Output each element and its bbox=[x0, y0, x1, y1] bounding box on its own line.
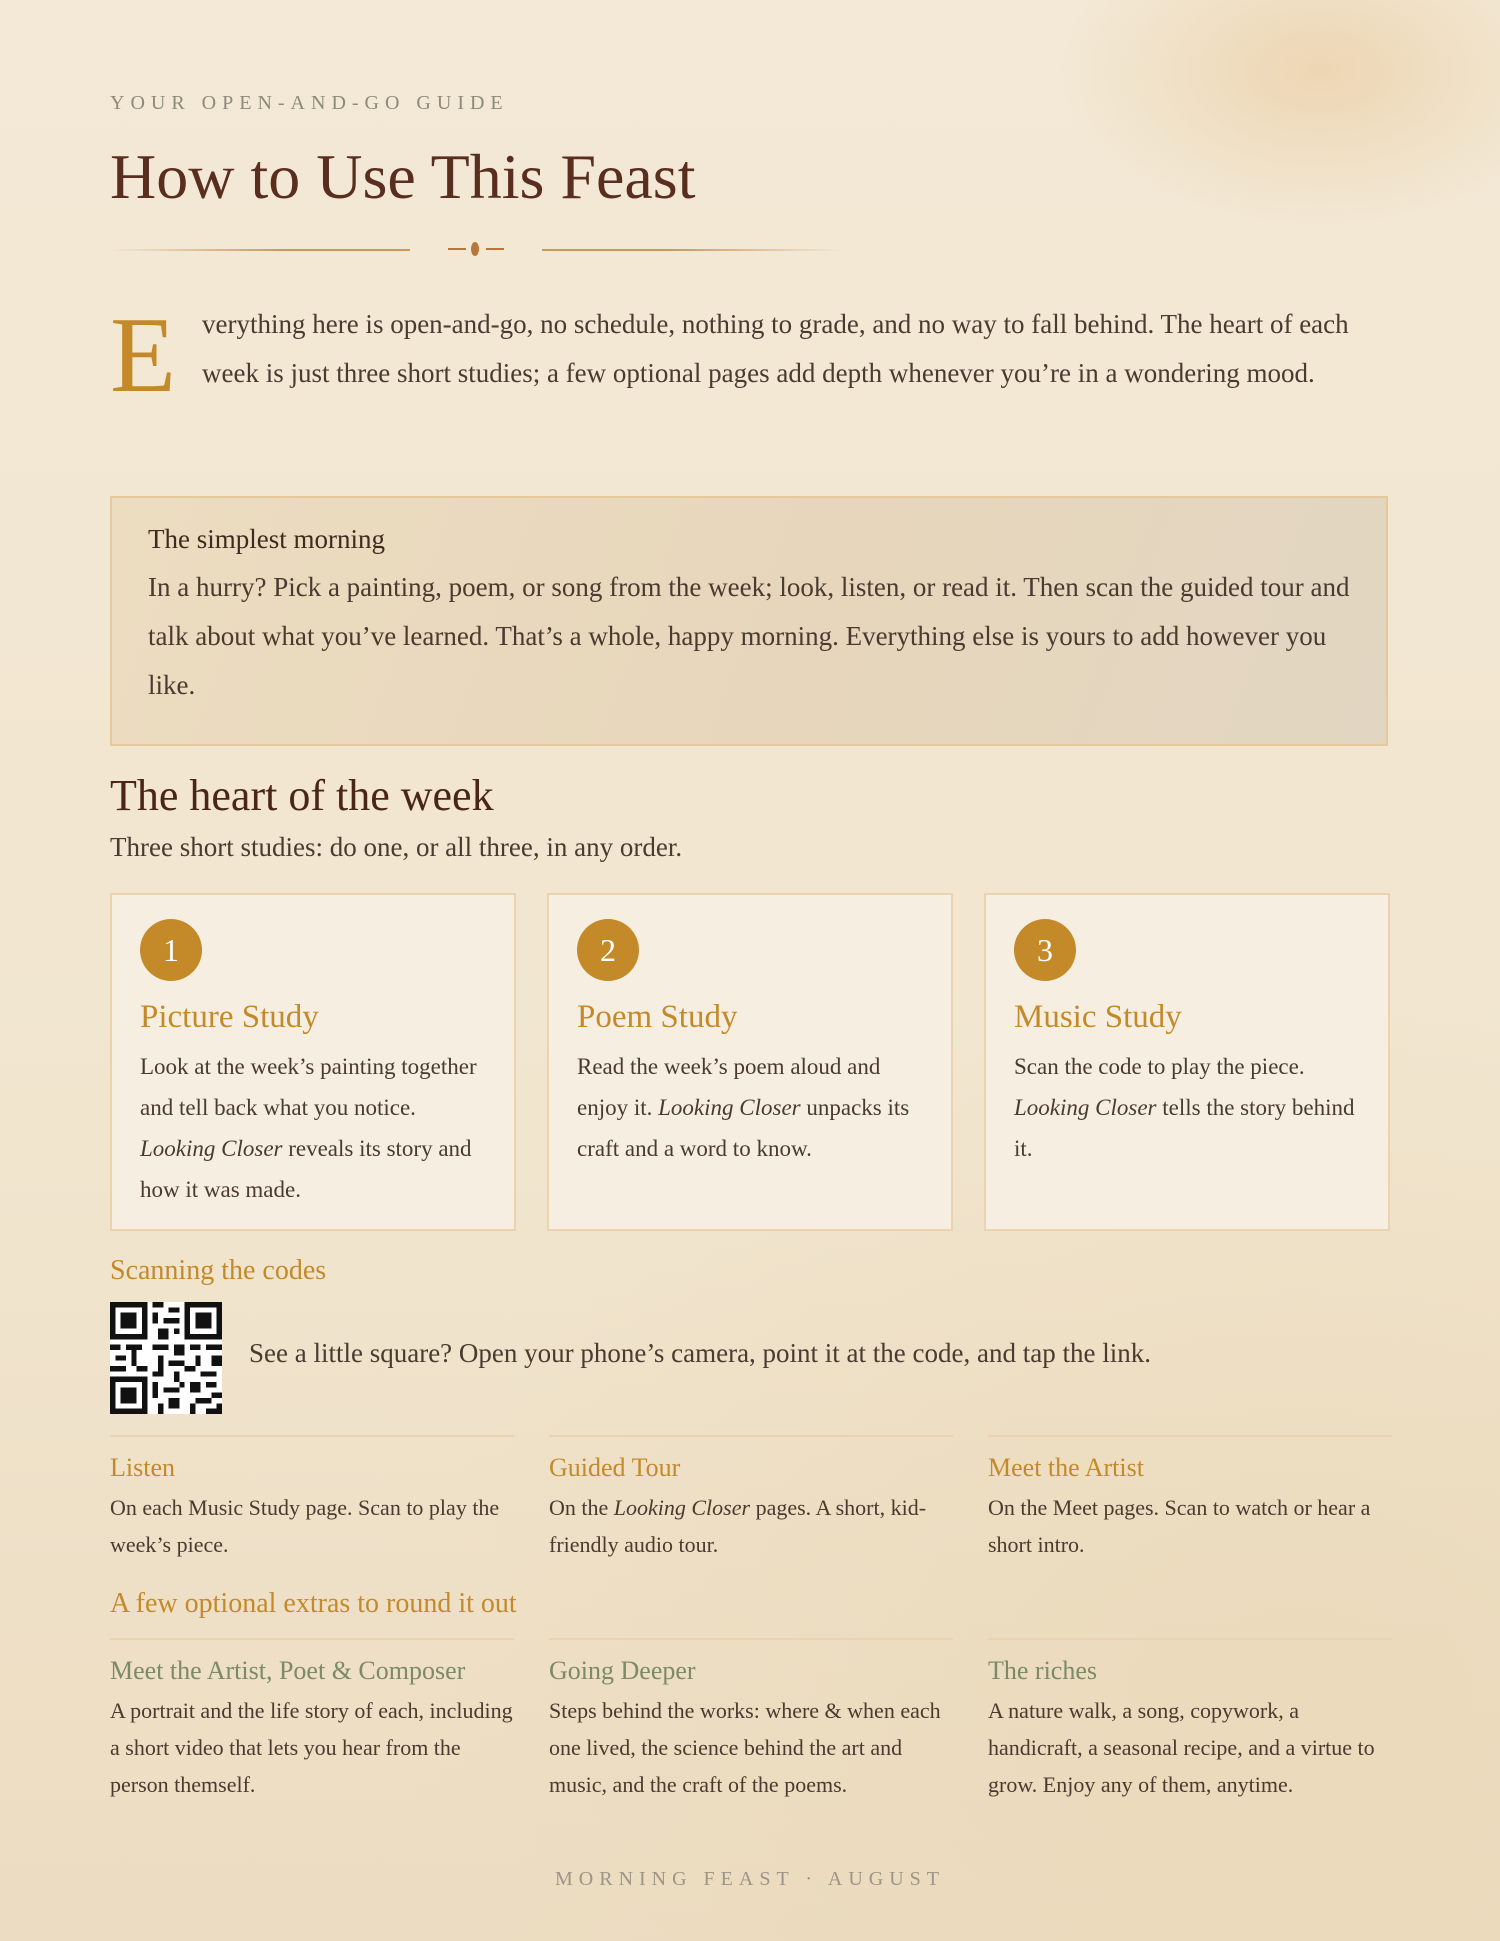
study-title: Poem Study bbox=[577, 999, 738, 1035]
code-text-part: On each Music Study page. Scan to play the week’s piece. bbox=[110, 1495, 500, 1557]
study-card-poem bbox=[547, 893, 953, 1231]
callout-title: The simplest morning bbox=[148, 524, 385, 554]
code-type-text bbox=[988, 1489, 1392, 1563]
code-text-emphasis: Looking Closer bbox=[613, 1495, 751, 1520]
extra-title: Meet the Artist, Poet & Composer bbox=[110, 1656, 466, 1685]
code-text-part: pages. A short, kid-friendly audio tour. bbox=[549, 1495, 927, 1557]
extra-text: A nature walk, a song, copywork, a handicraft, a seasonal recipe, and a virtue to grow. Enjoy any of them, anytime. bbox=[988, 1698, 1375, 1797]
extra-title: The riches bbox=[988, 1656, 1098, 1685]
code-type-meet-artist bbox=[988, 1435, 1392, 1563]
page-title: How to Use This Feast bbox=[110, 141, 696, 212]
intro-text: verything here is open-and-go, no schedule, nothing to grade, and no way to fall behind. The heart of each week is just three short studies; a few optional pages add depth whenever you’re in a wondering mood. bbox=[202, 309, 1349, 388]
extra-title: Going Deeper bbox=[549, 1656, 696, 1685]
study-text-part: tells the story behind it. bbox=[1014, 1095, 1355, 1161]
heart-subtitle: Three short studies: do one, or all three, in any order. bbox=[110, 832, 683, 862]
study-number-badge: 1 bbox=[140, 919, 202, 981]
study-card-picture bbox=[110, 893, 516, 1231]
study-text-part: reveals its story and how it was made. bbox=[140, 1136, 472, 1202]
ornament-diamond bbox=[471, 242, 479, 256]
title-ornament bbox=[110, 236, 840, 264]
ornament-line-left bbox=[110, 249, 410, 251]
study-cards bbox=[110, 893, 1390, 1231]
code-text-part: On the bbox=[549, 1495, 614, 1520]
code-type-guided-tour bbox=[549, 1435, 953, 1563]
page-footer: MORNING FEAST · AUGUST bbox=[555, 1868, 945, 1890]
extra-going-deeper bbox=[549, 1638, 953, 1803]
ornament-line-right bbox=[542, 249, 842, 251]
study-number-badge: 2 bbox=[577, 919, 639, 981]
study-text bbox=[140, 1046, 486, 1210]
study-number-badge: 3 bbox=[1014, 919, 1076, 981]
extras-title: A few optional extras to round it out bbox=[110, 1588, 517, 1619]
study-text-part: Read the week’s poem aloud and enjoy it. bbox=[577, 1054, 881, 1120]
code-text-part: On the Meet pages. Scan to watch or hear a short intro. bbox=[988, 1495, 1371, 1557]
study-text-emphasis: Looking Closer bbox=[1014, 1095, 1157, 1120]
study-title: Music Study bbox=[1014, 999, 1182, 1035]
code-type-listen bbox=[110, 1435, 514, 1563]
study-text-emphasis: Looking Closer bbox=[140, 1136, 283, 1161]
eyebrow: YOUR OPEN-AND-GO GUIDE bbox=[110, 92, 509, 114]
code-type-title: Listen bbox=[110, 1453, 175, 1482]
extra-riches bbox=[988, 1638, 1392, 1803]
qr-code-icon bbox=[110, 1302, 222, 1414]
ornament-dash-left bbox=[448, 248, 466, 250]
code-type-title: Meet the Artist bbox=[988, 1453, 1144, 1482]
ornament-dash-right bbox=[486, 248, 504, 250]
code-type-title: Guided Tour bbox=[549, 1453, 681, 1482]
study-card-music bbox=[984, 893, 1390, 1231]
code-type-text bbox=[110, 1489, 514, 1563]
drop-cap: E bbox=[110, 296, 176, 415]
study-text bbox=[1014, 1046, 1360, 1169]
callout-text: In a hurry? Pick a painting, poem, or song from the week; look, listen, or read it. Then scan the guided tour and talk about what you’ve learned. That’s a whole, happy morning. Everything else is yours to add however you like. bbox=[148, 572, 1350, 700]
study-text-part: Look at the week’s painting together and tell back what you notice. bbox=[140, 1054, 477, 1120]
scanning-title: Scanning the codes bbox=[110, 1255, 327, 1286]
intro-paragraph bbox=[110, 296, 1380, 415]
heart-title: The heart of the week bbox=[110, 771, 494, 820]
study-text-emphasis: Looking Closer bbox=[658, 1095, 801, 1120]
simplest-morning-callout bbox=[110, 496, 1388, 746]
code-type-text bbox=[549, 1489, 953, 1563]
extra-text: Steps behind the works: where & when each one lived, the science behind the art and music, and the craft of the poems. bbox=[549, 1698, 941, 1797]
study-text bbox=[577, 1046, 923, 1169]
extra-text: A portrait and the life story of each, including a short video that lets you hear from the person themself. bbox=[110, 1698, 513, 1797]
study-text-part: unpacks its craft and a word to know. bbox=[577, 1095, 910, 1161]
study-title: Picture Study bbox=[140, 999, 319, 1035]
extra-meet-artist bbox=[110, 1638, 514, 1803]
study-text-part: Scan the code to play the piece. bbox=[1014, 1054, 1305, 1079]
scanning-text: See a little square? Open your phone’s camera, point it at the code, and tap the link. bbox=[249, 1338, 1151, 1368]
